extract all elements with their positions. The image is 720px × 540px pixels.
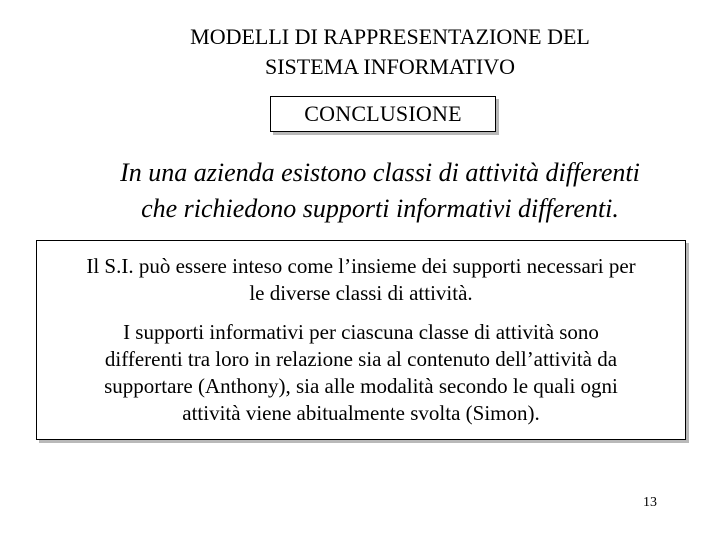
- section-label: CONCLUSIONE: [304, 101, 462, 126]
- page-number: 13: [643, 495, 657, 510]
- intro-line: che richiedono supporti informativi differenti.: [141, 194, 619, 223]
- paragraph-line: supportare (Anthony), sia alle modalità secondo le quali ogni: [104, 374, 618, 398]
- content-box: [36, 240, 686, 440]
- paragraph-line: Il S.I. può essere inteso come l’insieme dei supporti necessari per: [86, 254, 636, 278]
- slide-title-line: MODELLI DI RAPPRESENTAZIONE DEL: [190, 24, 590, 49]
- paragraph-line: le diverse classi di attività.: [249, 281, 473, 305]
- paragraph-line: I supporti informativi per ciascuna classe di attività sono: [123, 320, 599, 344]
- paragraph-supports: [37, 319, 685, 427]
- slide-title: [90, 22, 690, 82]
- paragraph-line: attività viene abitualmente svolta (Simon).: [182, 401, 540, 425]
- intro-statement: [60, 155, 700, 227]
- paragraph-line: differenti tra loro in relazione sia al contenuto dell’attività da: [104, 347, 618, 371]
- intro-line: In una azienda esistono classi di attività differenti: [120, 158, 640, 187]
- section-label-box: [270, 96, 496, 132]
- slide-title-line: SISTEMA INFORMATIVO: [265, 54, 515, 79]
- paragraph-si-definition: [37, 253, 685, 307]
